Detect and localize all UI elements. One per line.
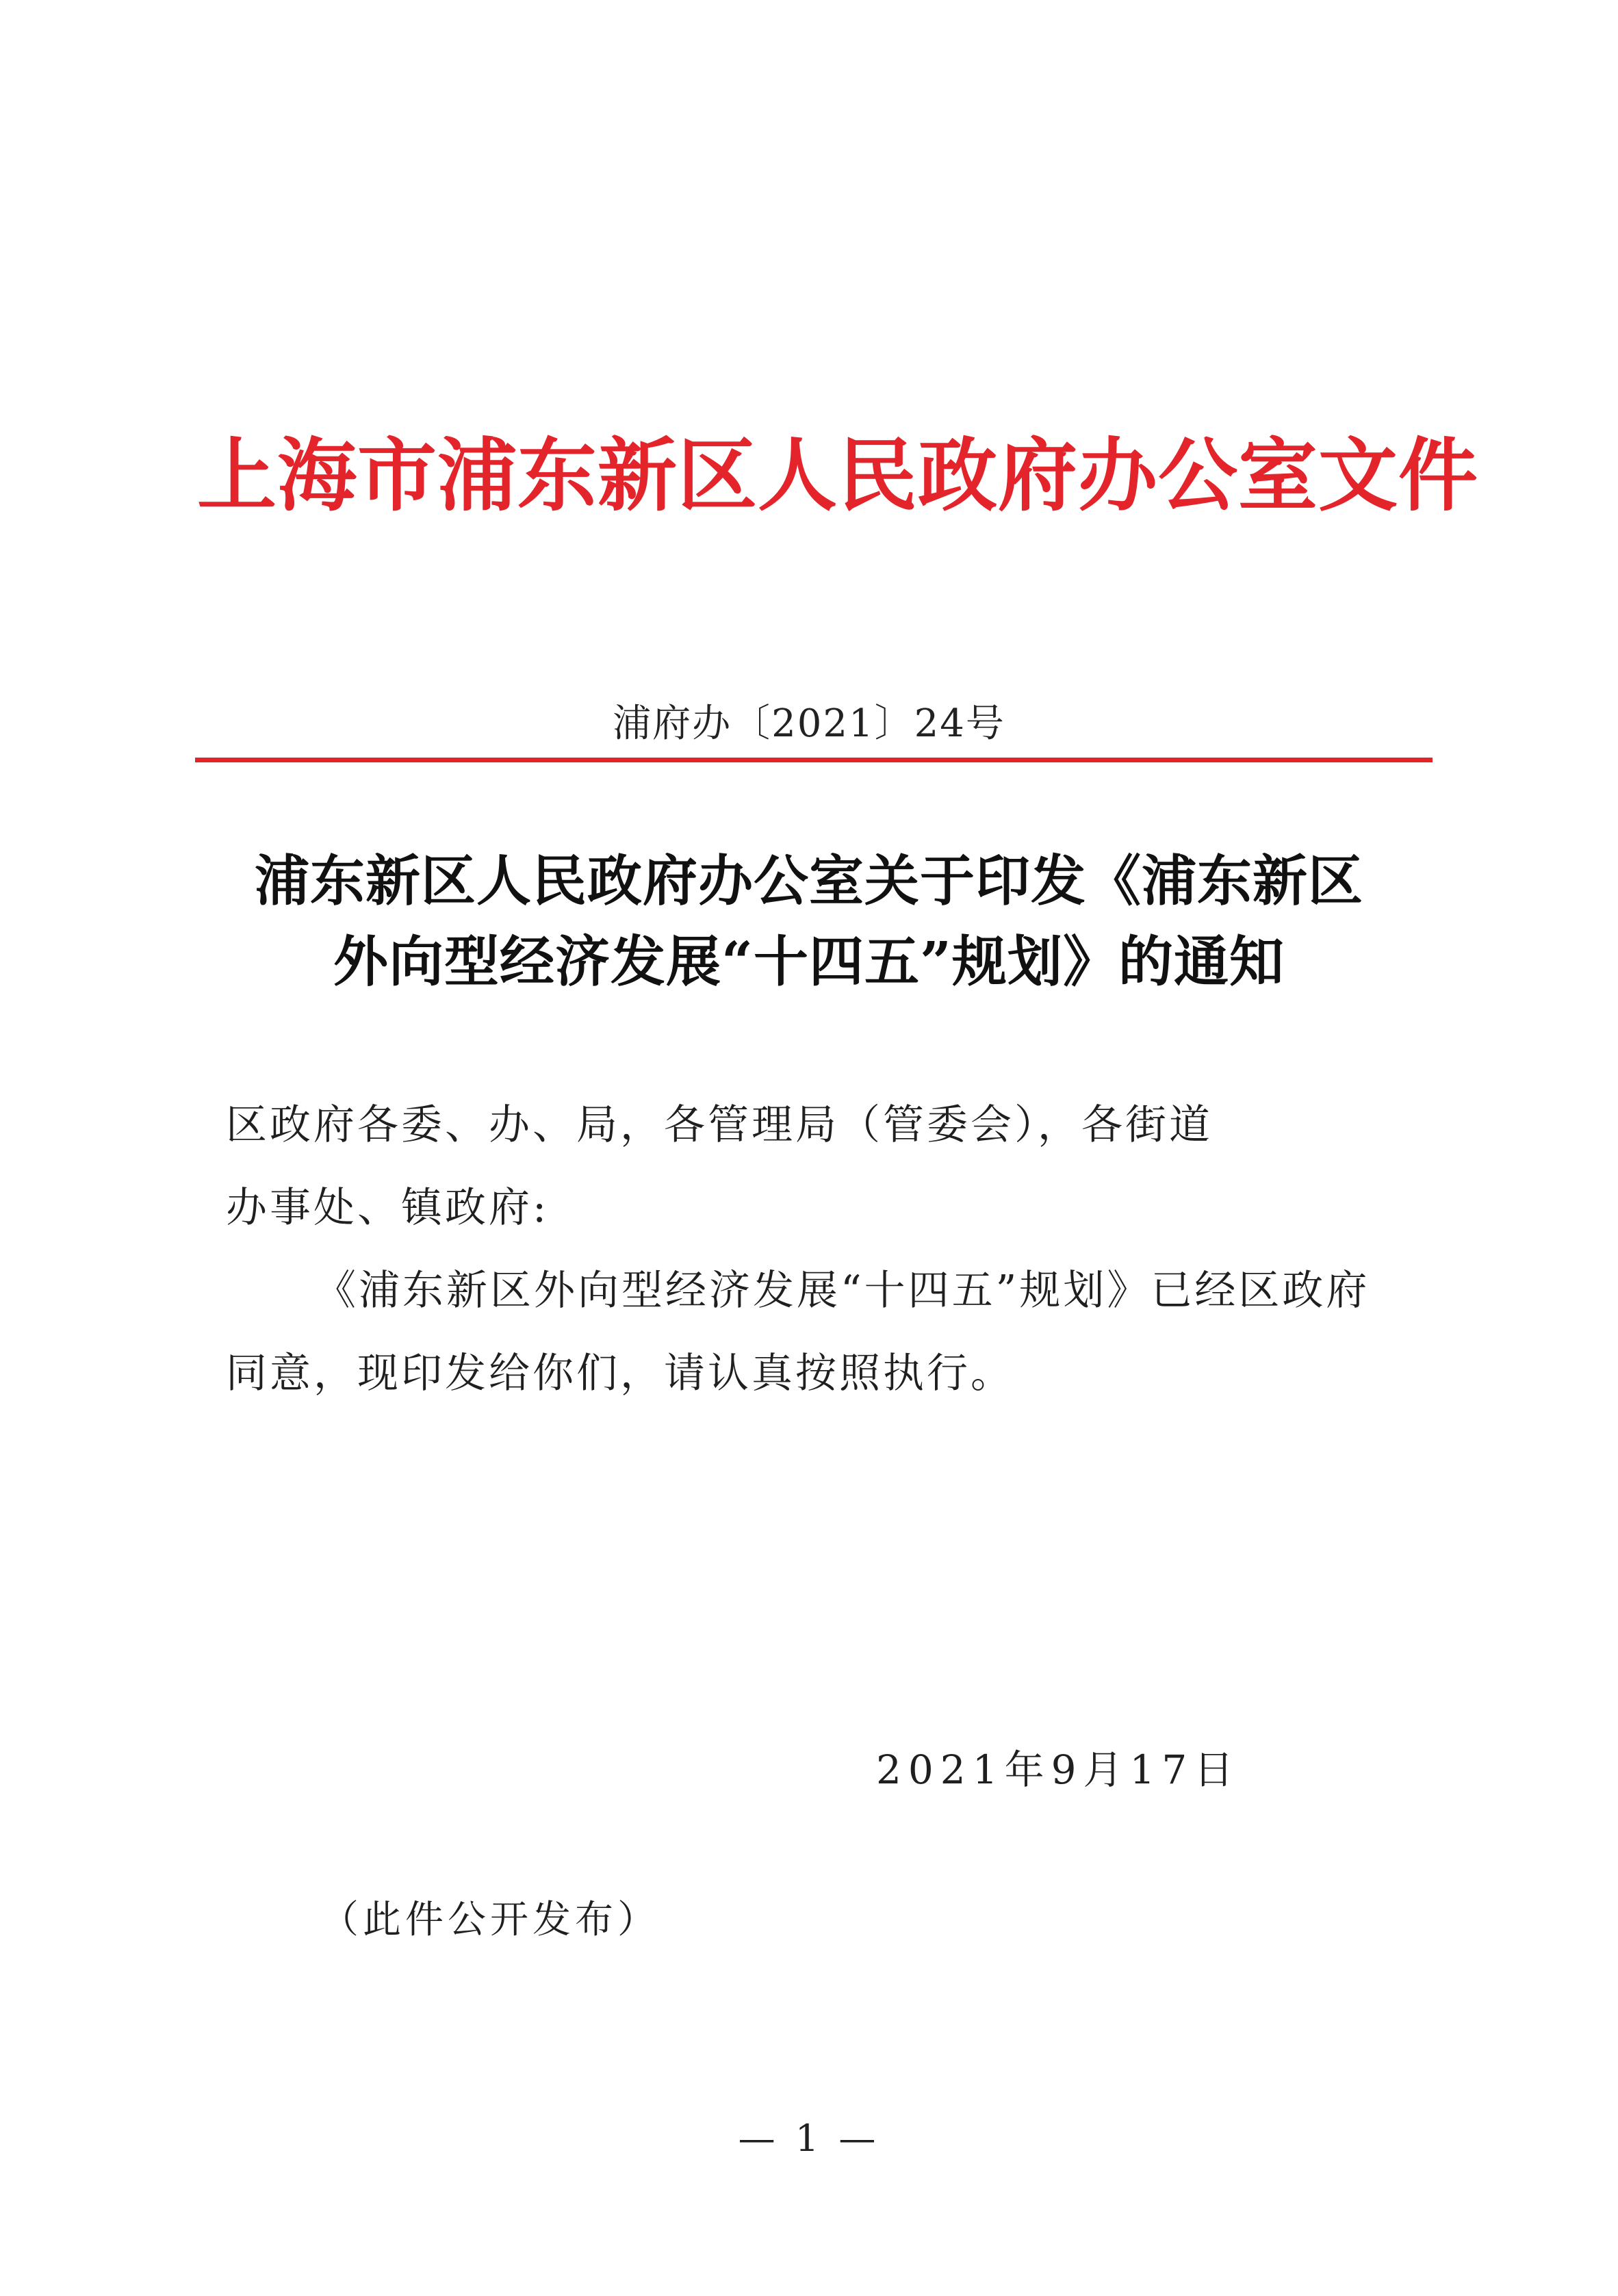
paragraph-line-2: 同意，现印发给你们，请认真按照执行。 — [226, 1350, 1014, 1397]
document-body — [226, 1084, 1417, 1415]
red-separator-line — [195, 758, 1433, 762]
recipients-line-2: 办事处、镇政府: — [226, 1184, 550, 1232]
title-line-1: 浦东新区人民政府办公室关于印发《浦东新区 — [255, 849, 1363, 913]
issue-date: 2021年9月17日 — [876, 1746, 1241, 1793]
masthead: 上海市浦东新区人民政府办公室文件 — [197, 429, 1478, 522]
recipients-line-1: 区政府各委、办、局，各管理局（管委会），各街道 — [226, 1101, 1213, 1149]
title-line-2: 外向型经济发展“十四五”规划》的通知 — [333, 929, 1285, 994]
document-number: 浦府办〔2021〕24号 — [613, 701, 1005, 746]
document-title — [0, 840, 1618, 1002]
public-release-note: （此件公开发布） — [320, 1898, 660, 1942]
paragraph-line-1: 《浦东新区外向型经济发展“十四五”规划》已经区政府 — [315, 1267, 1370, 1315]
page-number: — 1 — — [738, 2117, 880, 2160]
